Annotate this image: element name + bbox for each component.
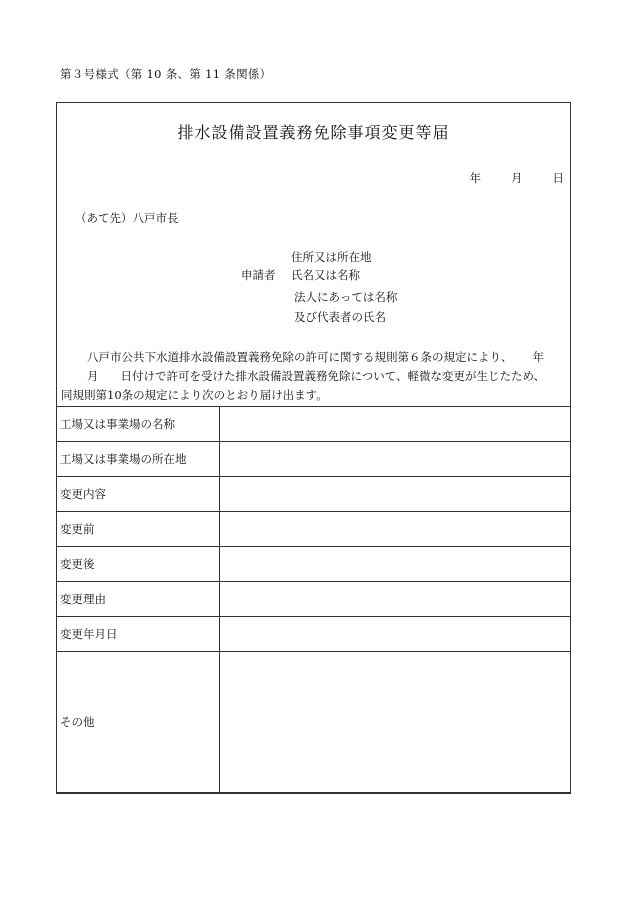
applicant-block bbox=[57, 246, 570, 326]
applicant-address-label: 住所又は所在地 bbox=[291, 250, 372, 264]
field-value-cell[interactable] bbox=[220, 512, 571, 547]
form-number: 第３号様式（第 10 条、第 11 条関係） bbox=[60, 67, 272, 81]
date-day-label: 日 bbox=[552, 171, 564, 185]
applicant-corp-name-label: 法人にあっては名称 bbox=[294, 290, 398, 304]
date-year-label: 年 bbox=[469, 171, 481, 185]
field-value-cell[interactable] bbox=[220, 442, 571, 477]
field-label: 変更内容 bbox=[57, 477, 220, 512]
addressee: （あて先）八戸市長 bbox=[75, 211, 179, 225]
table-row bbox=[57, 617, 571, 652]
field-label: 変更年月日 bbox=[57, 617, 220, 652]
table-row bbox=[57, 582, 571, 617]
field-label: 工場又は事業場の所在地 bbox=[57, 442, 220, 477]
fields-table bbox=[56, 406, 571, 793]
declaration-text bbox=[61, 348, 564, 405]
applicant-label: 申請者 bbox=[241, 268, 276, 282]
field-label: 変更理由 bbox=[57, 582, 220, 617]
declaration-month-label: 月 bbox=[87, 369, 99, 383]
field-label: 工場又は事業場の名称 bbox=[57, 407, 220, 442]
field-label: 変更後 bbox=[57, 547, 220, 582]
field-label: その他 bbox=[57, 652, 220, 793]
declaration-line-2: 日付けで許可を受けた排水設備設置義務免除について、軽微な変更が生じたため、 bbox=[120, 369, 546, 383]
table-row bbox=[57, 442, 571, 477]
field-value-cell[interactable] bbox=[220, 407, 571, 442]
table-row bbox=[57, 512, 571, 547]
applicant-name-label: 氏名又は名称 bbox=[291, 268, 360, 282]
field-value-cell[interactable] bbox=[220, 477, 571, 512]
table-row bbox=[57, 547, 571, 582]
form-frame bbox=[56, 102, 571, 794]
table-row bbox=[57, 652, 571, 793]
field-value-cell[interactable] bbox=[220, 652, 571, 793]
field-value-cell[interactable] bbox=[220, 547, 571, 582]
date-line bbox=[470, 170, 565, 186]
date-month-label: 月 bbox=[511, 171, 523, 185]
declaration-line-1: 八戸市公共下水道排水設備設置義務免除の許可に関する規則第６条の規定により、 bbox=[87, 350, 513, 364]
field-value-cell[interactable] bbox=[220, 617, 571, 652]
applicant-representative-label: 及び代表者の氏名 bbox=[294, 310, 386, 324]
field-label: 変更前 bbox=[57, 512, 220, 547]
table-row bbox=[57, 477, 571, 512]
form-title: 排水設備設置義務免除事項変更等届 bbox=[177, 123, 450, 142]
declaration-line-3: 同規則第10条の規定により次のとおり届け出ます。 bbox=[61, 388, 328, 402]
field-value-cell[interactable] bbox=[220, 582, 571, 617]
table-row bbox=[57, 407, 571, 442]
declaration-year-label: 年 bbox=[532, 350, 544, 364]
